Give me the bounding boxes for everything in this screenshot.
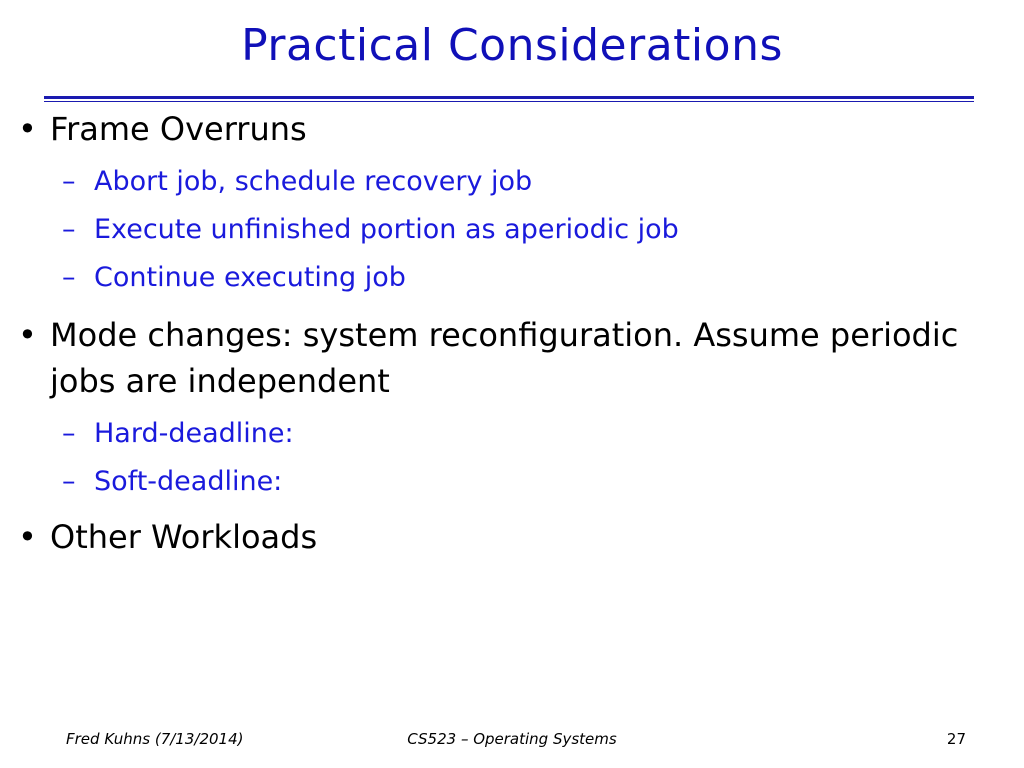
bullet-other-workloads xyxy=(18,514,978,560)
slide-title: Practical Considerations xyxy=(241,20,783,71)
bullet-text: Frame Overruns xyxy=(50,110,307,148)
subitem-soft-deadline xyxy=(62,462,962,502)
footer-author: Fred Kuhns (7/13/2014) xyxy=(66,730,244,748)
subitem-marker: – xyxy=(62,262,76,293)
subitem-text: Execute unfinished portion as aperiodic job xyxy=(94,214,679,245)
bullet-marker: • xyxy=(18,316,37,354)
bullet-text: Mode changes: system reconfiguration. Assume periodic jobs are independent xyxy=(50,316,959,400)
subitem-marker: – xyxy=(62,166,76,197)
bullet-frame-overruns xyxy=(18,106,978,152)
subitem-text: Soft-deadline: xyxy=(94,466,283,497)
subitem-marker: – xyxy=(62,214,76,245)
footer-course: CS523 – Operating Systems xyxy=(407,730,617,748)
bullet-marker: • xyxy=(18,110,37,148)
subitem-text: Continue executing job xyxy=(94,262,406,293)
bullet-marker: • xyxy=(18,518,37,556)
subitem-hard-deadline xyxy=(62,414,962,454)
subitem-execute-unfinished xyxy=(62,210,962,250)
subitem-marker: – xyxy=(62,466,76,497)
bullet-text: Other Workloads xyxy=(50,518,318,556)
subitem-continue-executing xyxy=(62,258,962,298)
subitem-text: Hard-deadline: xyxy=(94,418,294,449)
subitem-text: Abort job, schedule recovery job xyxy=(94,166,533,197)
footer-page-number: 27 xyxy=(946,730,966,748)
bullet-mode-changes xyxy=(18,312,978,404)
subitem-marker: – xyxy=(62,418,76,449)
subitem-abort-job xyxy=(62,162,962,202)
